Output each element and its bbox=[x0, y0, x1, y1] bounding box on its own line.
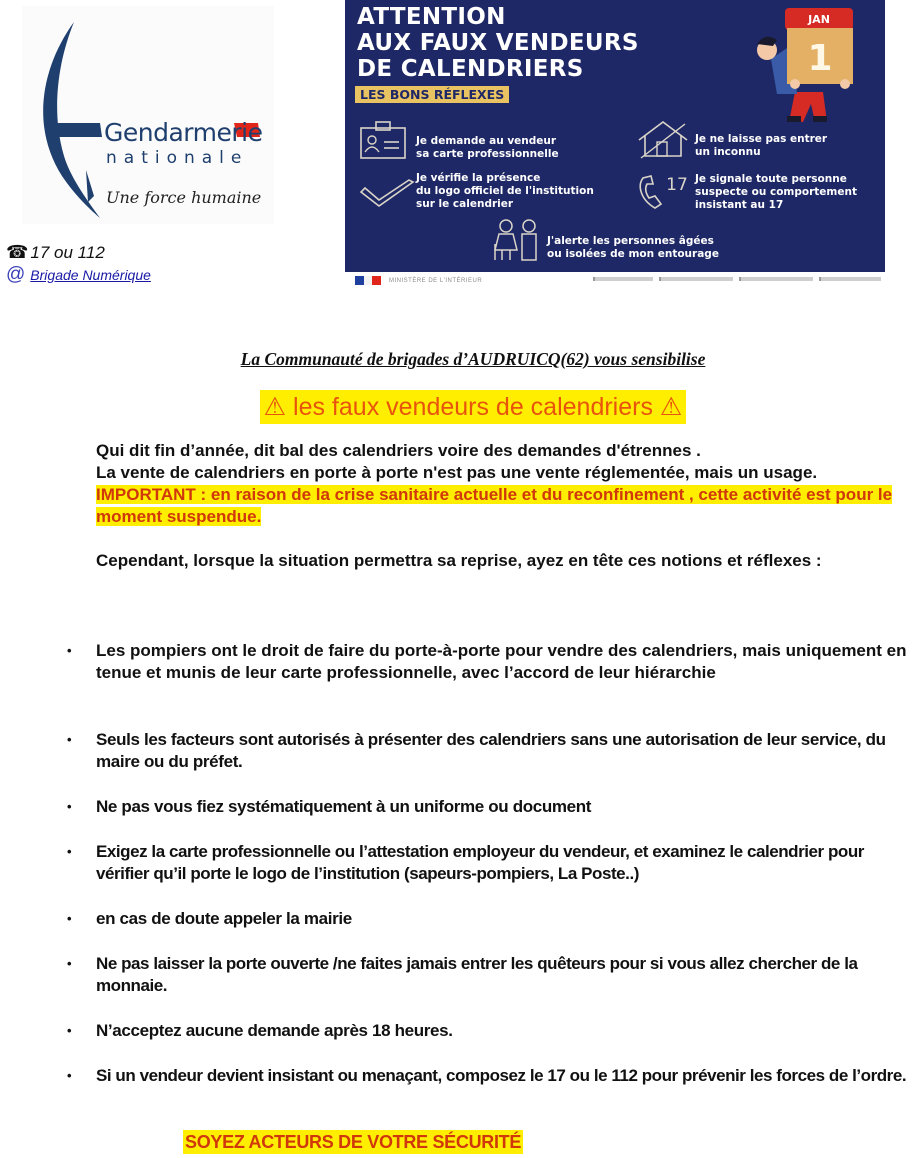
poster-item-report bbox=[695, 173, 857, 212]
poster-footer-social bbox=[593, 277, 881, 281]
warning-icon: ⚠ bbox=[659, 393, 683, 421]
poster-item-line: Je ne laisse pas entrer bbox=[695, 133, 828, 145]
bullet-icon: • bbox=[67, 844, 72, 859]
call-to-action: SOYEZ ACTEURS DE VOTRE SÉCURITÉ bbox=[185, 1132, 522, 1152]
logo-subtitle: nationale bbox=[106, 148, 249, 168]
poster-item-elderly bbox=[547, 235, 719, 261]
bullet-icon: • bbox=[67, 956, 72, 971]
bullet-icon: • bbox=[67, 911, 72, 926]
ministry-name: MINISTÈRE DE L'INTÉRIEUR bbox=[389, 277, 483, 284]
poster-item-line: du logo officiel de l'institution bbox=[416, 185, 594, 197]
poster-item-line: sur le calendrier bbox=[416, 198, 514, 210]
phone-line bbox=[6, 242, 151, 263]
calendar-month: JAN bbox=[808, 13, 830, 26]
social-handle-bar bbox=[593, 277, 653, 281]
intro-line: La vente de calendriers en porte à porte n'est pas une vente réglementée, mais un usage. bbox=[96, 463, 818, 482]
phone-icon-number: 17 bbox=[666, 175, 688, 195]
house-icon bbox=[635, 118, 691, 160]
calendar-carrier-illustration bbox=[745, 4, 865, 128]
list-item-text: Exigez la carte professionnelle ou l’attestation employeur du vendeur, et examinez le calendrier pour vérifier qu’il porte le logo de l’institution (sapeurs-pompiers, La Poste..) bbox=[96, 842, 864, 883]
logo-motto: Une force humaine bbox=[106, 188, 262, 207]
bullet-icon: • bbox=[67, 1068, 72, 1083]
social-handle-bar bbox=[819, 277, 881, 281]
intro-line: Qui dit fin d’année, dit bal des calendriers voire des demandes d'étrennes . bbox=[96, 441, 701, 460]
list-item bbox=[67, 729, 911, 773]
alert-text: les faux vendeurs de calendriers bbox=[293, 393, 653, 421]
poster-item-line: ou isolées de mon entourage bbox=[547, 248, 719, 260]
bullet-icon: • bbox=[67, 799, 72, 814]
intro-however: Cependant, lorsque la situation permettra sa reprise, ayez en tête ces notions et réflexes : bbox=[96, 551, 822, 570]
poster-title-line: DE CALENDRIERS bbox=[357, 56, 584, 82]
list-item bbox=[67, 841, 911, 885]
list-item bbox=[67, 953, 911, 997]
list-item-text: Si un vendeur devient insistant ou menaçant, composez le 17 ou le 112 pour prévenir les forces de l’ordre. bbox=[96, 1066, 907, 1085]
bullet-icon: • bbox=[67, 732, 72, 747]
logo-wordmark: Gendarmerie bbox=[104, 118, 263, 147]
at-icon: @ bbox=[6, 264, 26, 285]
warning-icon: ⚠ bbox=[263, 393, 287, 421]
list-item-text: Les pompiers ont le droit de faire du porte-à-porte pour vendre des calendriers, mais uniquement en tenue et munis de leur carte professionnelle, avec l’accord de leur hiérarchie bbox=[96, 641, 907, 682]
list-item-text: en cas de doute appeler la mairie bbox=[96, 909, 352, 928]
french-flag-icon bbox=[355, 276, 381, 285]
poster-item-line: sa carte professionnelle bbox=[416, 148, 559, 160]
id-card-icon bbox=[359, 120, 409, 160]
social-handle-bar bbox=[739, 277, 813, 281]
poster-item-line: J'alerte les personnes âgées bbox=[547, 235, 714, 247]
poster-item-line: insistant au 17 bbox=[695, 199, 784, 211]
poster-item-line: Je signale toute personne bbox=[695, 173, 847, 185]
bullet-icon: • bbox=[67, 1023, 72, 1038]
gendarmerie-logo bbox=[22, 6, 274, 224]
list-item bbox=[67, 908, 911, 930]
poster-item-line: suspecte ou comportement bbox=[695, 186, 857, 198]
page-headline: La Communauté de brigades d’AUDRUICQ(62) vous sensibilise bbox=[240, 349, 706, 369]
important-label: IMPORTANT bbox=[96, 485, 196, 504]
poster-item-card bbox=[416, 135, 559, 161]
checkmark-icon bbox=[357, 178, 417, 210]
important-notice bbox=[96, 484, 911, 528]
alert-banner bbox=[0, 390, 920, 424]
brigade-numerique-link[interactable]: Brigade Numérique bbox=[30, 267, 151, 283]
list-item bbox=[67, 1020, 911, 1042]
list-item-text: Ne pas laisser la porte ouverte /ne faites jamais entrer les quêteurs pour si vous allez chercher de la monnaie. bbox=[96, 954, 858, 995]
digital-brigade-line bbox=[6, 264, 151, 286]
list-item bbox=[67, 796, 911, 818]
list-item bbox=[67, 640, 911, 684]
poster-background bbox=[345, 0, 885, 272]
telephone-icon: ☎ bbox=[6, 242, 29, 262]
contact-block bbox=[6, 242, 151, 286]
poster-item-line: un inconnu bbox=[695, 146, 761, 158]
poster-badge: LES BONS RÉFLEXES bbox=[355, 86, 509, 103]
important-text: : en raison de la crise sanitaire actuelle et du reconfinement , cette activité est pour le moment suspendue. bbox=[96, 485, 893, 526]
poster-item-line: Je demande au vendeur bbox=[416, 135, 557, 147]
bullet-icon: • bbox=[67, 643, 72, 658]
calendar-day: 1 bbox=[807, 38, 833, 79]
alert-text-highlight bbox=[260, 390, 687, 424]
poster-footer-ministry bbox=[355, 276, 482, 285]
list-item-text: N’acceptez aucune demande après 18 heures. bbox=[96, 1021, 453, 1040]
poster-item-house bbox=[695, 133, 827, 159]
intro-section bbox=[96, 440, 911, 572]
poster-item-logo bbox=[416, 172, 594, 211]
list-item-text: Seuls les facteurs sont autorisés à présenter des calendriers sans une autorisation de leur service, du maire ou du préfet. bbox=[96, 730, 886, 771]
people-icon bbox=[493, 218, 543, 262]
phone-17-icon bbox=[635, 172, 691, 212]
list-item bbox=[67, 1065, 911, 1087]
list-item-text: Ne pas vous fiez systématiquement à un uniforme ou document bbox=[96, 797, 592, 816]
poster-title-line: ATTENTION bbox=[357, 4, 506, 30]
awareness-poster bbox=[345, 0, 885, 290]
poster-item-line: Je vérifie la présence bbox=[416, 172, 541, 184]
poster-title-line: AUX FAUX VENDEURS bbox=[357, 30, 639, 56]
phone-numbers: 17 ou 112 bbox=[30, 242, 105, 262]
social-handle-bar bbox=[659, 277, 733, 281]
poster-title bbox=[357, 4, 639, 82]
